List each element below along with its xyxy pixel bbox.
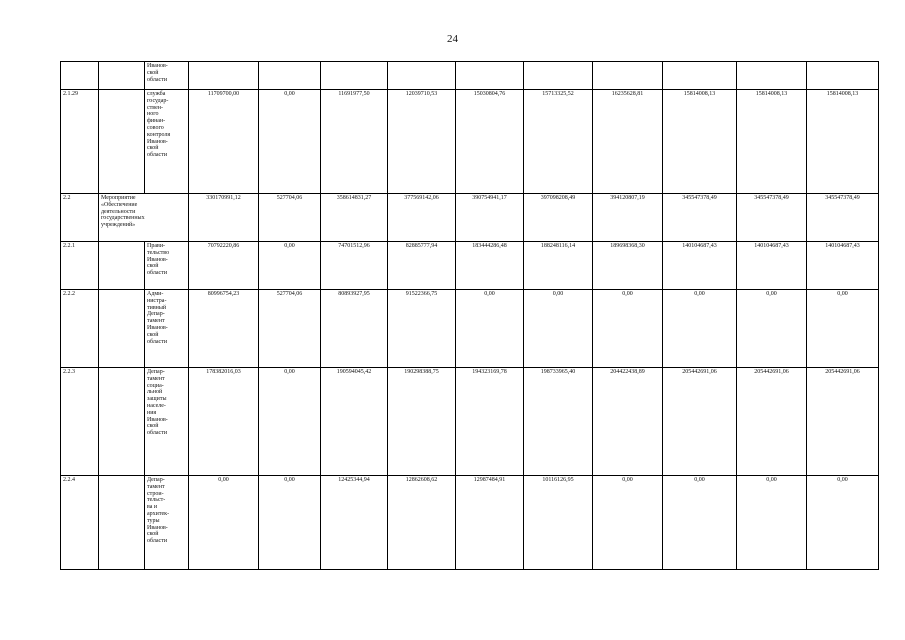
value-cell: [189, 62, 259, 90]
value-cell: 0,00: [524, 290, 593, 368]
value-cell: 0,00: [593, 290, 663, 368]
row-executor-line: ного: [147, 111, 159, 118]
row-executor-line: Иванов-: [147, 138, 168, 145]
row-executor-line: строи-: [147, 490, 164, 497]
row-executor-line: ской: [147, 263, 159, 270]
row-executor-line: финан-: [147, 118, 166, 125]
row-executor-line: льной: [147, 389, 163, 396]
row-executor-line: сового: [147, 124, 164, 131]
value-cell: 12039710,53: [388, 90, 456, 194]
row-executor-line: социа-: [147, 382, 164, 389]
row-code-cell: 2.1.29: [61, 90, 99, 194]
table-row: [61, 194, 879, 242]
row-code-cell: [61, 62, 99, 90]
page-number: 24: [447, 33, 458, 45]
value-cell: 15814008,13: [807, 90, 879, 194]
value-cell: 190298388,75: [388, 368, 456, 476]
value-cell: 0,00: [807, 290, 879, 368]
value-cell: 70792220,86: [189, 242, 259, 290]
row-executor-cell: [145, 90, 189, 194]
value-cell: 15030804,76: [456, 90, 524, 194]
row-name-cell: [99, 242, 145, 290]
row-name-line: государственных: [101, 215, 145, 222]
value-cell: 0,00: [737, 476, 807, 570]
value-cell: 140104687,43: [737, 242, 807, 290]
row-name-line: «Обеспечение: [101, 201, 138, 208]
row-executor-line: контроля: [147, 131, 171, 138]
value-cell: 205442691,06: [663, 368, 737, 476]
row-executor-line: Иванов-: [147, 416, 168, 423]
value-cell: 12425344,94: [321, 476, 388, 570]
value-cell: 0,00: [737, 290, 807, 368]
value-cell: 140104687,43: [663, 242, 737, 290]
value-cell: [456, 62, 524, 90]
row-name-cell: [99, 476, 145, 570]
row-executor-line: тивный: [147, 304, 167, 311]
value-cell: [737, 62, 807, 90]
table-body: [61, 62, 879, 570]
row-executor-line: Депар-: [147, 369, 165, 375]
value-cell: 377569142,06: [388, 194, 456, 242]
value-cell: 188248116,14: [524, 242, 593, 290]
table-row: [61, 62, 879, 90]
row-name-line: Мероприятие: [101, 195, 136, 201]
row-name-cell: [99, 62, 145, 90]
value-cell: 0,00: [259, 368, 321, 476]
value-cell: 205442691,06: [737, 368, 807, 476]
value-cell: 345547378,49: [807, 194, 879, 242]
row-executor-line: архитек-: [147, 510, 170, 517]
value-cell: 11709700,00: [189, 90, 259, 194]
row-executor-line: ской: [147, 531, 159, 538]
table-row: [61, 90, 879, 194]
value-cell: [663, 62, 737, 90]
value-cell: [807, 62, 879, 90]
row-executor-line: ния: [147, 409, 157, 416]
value-cell: 0,00: [259, 90, 321, 194]
row-executor-line: Иванов-: [147, 324, 168, 331]
value-cell: 345547378,49: [737, 194, 807, 242]
row-executor-line: ской: [147, 331, 159, 338]
value-cell: 15713325,52: [524, 90, 593, 194]
value-cell: 140104687,43: [807, 242, 879, 290]
row-code-cell: 2.2.4: [61, 476, 99, 570]
row-executor-line: Депар-: [147, 477, 165, 483]
value-cell: 345547378,49: [663, 194, 737, 242]
row-executor-line: нистра-: [147, 297, 167, 304]
value-cell: 12987484,91: [456, 476, 524, 570]
row-name-line: деятельности: [101, 208, 136, 215]
row-executor-line: области: [147, 338, 168, 345]
row-executor-line: тамент: [147, 483, 165, 490]
value-cell: 0,00: [259, 476, 321, 570]
row-name-line: учреждений»: [101, 222, 136, 229]
row-code-cell: 2.2: [61, 194, 99, 242]
value-cell: 74701512,96: [321, 242, 388, 290]
value-cell: 15814008,13: [663, 90, 737, 194]
row-executor-line: ской: [147, 145, 159, 152]
row-executor-line: Адми-: [147, 291, 164, 297]
value-cell: [593, 62, 663, 90]
row-executor-line: ва и: [147, 504, 158, 511]
row-executor-cell: [145, 368, 189, 476]
row-code-cell: 2.2.2: [61, 290, 99, 368]
value-cell: 80893927,95: [321, 290, 388, 368]
value-cell: [321, 62, 388, 90]
row-executor-line: служба: [147, 91, 166, 97]
value-cell: 80996754,23: [189, 290, 259, 368]
value-cell: [259, 62, 321, 90]
value-cell: 0,00: [189, 476, 259, 570]
row-executor-line: туры: [147, 517, 160, 524]
row-executor-line: ствен-: [147, 104, 163, 111]
row-executor-cell: [145, 290, 189, 368]
value-cell: 190594045,42: [321, 368, 388, 476]
row-executor-cell: [145, 476, 189, 570]
value-cell: 15814008,13: [737, 90, 807, 194]
value-cell: 11691977,50: [321, 90, 388, 194]
value-cell: 358614831,27: [321, 194, 388, 242]
row-code-cell: 2.2.1: [61, 242, 99, 290]
row-executor-line: Иванов-: [147, 63, 168, 69]
row-executor-line: Иванов-: [147, 256, 168, 263]
row-name-cell: [99, 194, 189, 242]
value-cell: 189698368,30: [593, 242, 663, 290]
row-executor-line: населе-: [147, 402, 166, 409]
row-executor-line: ской: [147, 423, 159, 430]
row-executor-line: тамент: [147, 318, 165, 325]
value-cell: 390754941,17: [456, 194, 524, 242]
value-cell: 0,00: [593, 476, 663, 570]
row-executor-line: области: [147, 430, 168, 437]
row-executor-line: тельст-: [147, 497, 166, 504]
row-executor-line: защиты: [147, 396, 167, 403]
row-executor-line: области: [147, 270, 168, 277]
value-cell: [524, 62, 593, 90]
row-executor-cell: [145, 242, 189, 290]
value-cell: 91522366,75: [388, 290, 456, 368]
table-row: [61, 368, 879, 476]
value-cell: 394120807,19: [593, 194, 663, 242]
table-row: [61, 242, 879, 290]
value-cell: 0,00: [807, 476, 879, 570]
row-executor-line: Прави-: [147, 243, 166, 249]
row-executor-line: Иванов-: [147, 524, 168, 531]
value-cell: 194323169,78: [456, 368, 524, 476]
value-cell: 0,00: [456, 290, 524, 368]
row-executor-line: тельство: [147, 249, 170, 256]
budget-table: [60, 61, 879, 570]
row-name-cell: [99, 90, 145, 194]
row-executor-line: области: [147, 538, 168, 545]
value-cell: 183444286,48: [456, 242, 524, 290]
row-name-cell: [99, 290, 145, 368]
row-code-cell: 2.2.3: [61, 368, 99, 476]
value-cell: 178382016,03: [189, 368, 259, 476]
table-row: [61, 290, 879, 368]
value-cell: 330170991,12: [189, 194, 259, 242]
row-executor-line: области: [147, 76, 168, 83]
table-row: [61, 476, 879, 570]
row-executor-line: области: [147, 152, 168, 159]
value-cell: 198733965,40: [524, 368, 593, 476]
value-cell: 204422438,89: [593, 368, 663, 476]
value-cell: 0,00: [663, 476, 737, 570]
value-cell: 82885777,94: [388, 242, 456, 290]
value-cell: 527704,06: [259, 290, 321, 368]
row-executor-line: государ-: [147, 97, 169, 104]
row-executor-line: тамент: [147, 375, 165, 382]
value-cell: 0,00: [663, 290, 737, 368]
row-executor-line: ской: [147, 69, 159, 76]
value-cell: 10116126,95: [524, 476, 593, 570]
value-cell: [388, 62, 456, 90]
value-cell: 0,00: [259, 242, 321, 290]
row-executor-line: Депар-: [147, 311, 165, 318]
value-cell: 12862608,62: [388, 476, 456, 570]
value-cell: 205442691,06: [807, 368, 879, 476]
value-cell: 16235628,81: [593, 90, 663, 194]
value-cell: 397098208,49: [524, 194, 593, 242]
value-cell: 527704,06: [259, 194, 321, 242]
row-executor-cell: [145, 62, 189, 90]
row-name-cell: [99, 368, 145, 476]
